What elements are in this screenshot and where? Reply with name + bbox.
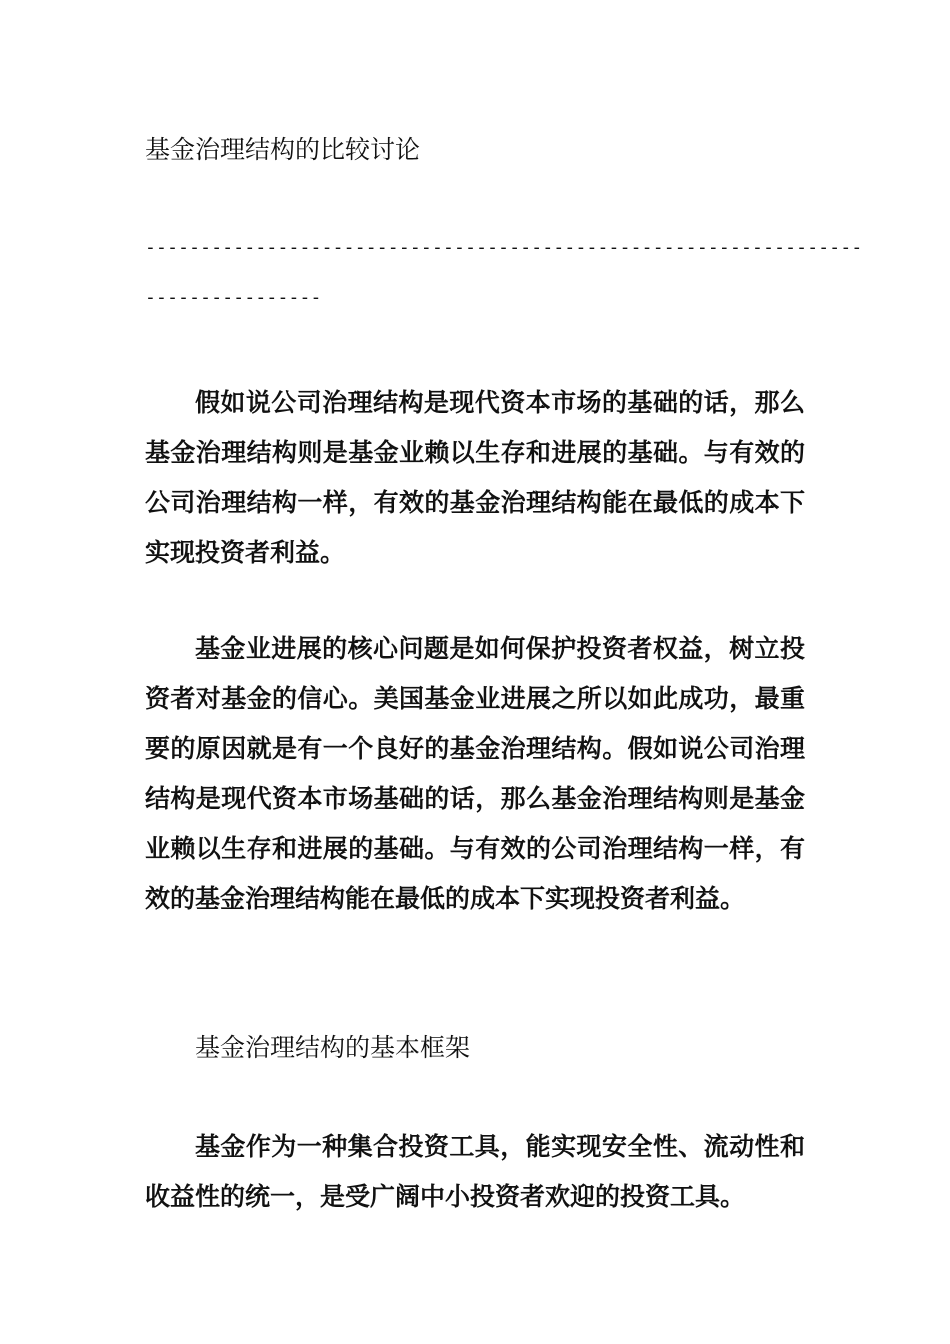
paragraph-section-body: 基金作为一种集合投资工具，能实现安全性、流动性和收益性的统一，是受广阔中小投资者欢迎的投资工具。 (145, 1132, 805, 1211)
document-title: 基金治理结构的比较讨论 (145, 135, 421, 164)
paragraph-core-issue: 基金业进展的核心问题是如何保护投资者权益，树立投资者对基金的信心。美国基金业进展之所以如此成功，最重要的原因就是有一个良好的基金治理结构。假如说公司治理结构是现代资本市场基础的话，那么基金治理结构则是基金业赖以生存和进展的基础。与有效的公司治理结构一样，有效的基金治理结构能在最低的成本下实现投资者利益。 (145, 634, 805, 913)
section-heading: 基金治理结构的基本框架 (195, 1033, 471, 1062)
dashed-separator-line-continued: ---------------- (145, 287, 322, 308)
dashed-separator-line: ----------------------------------------------------------------- (145, 237, 863, 258)
paragraph-intro: 假如说公司治理结构是现代资本市场的基础的话，那么基金治理结构则是基金业赖以生存和进展的基础。与有效的公司治理结构一样，有效的基金治理结构能在最低的成本下实现投资者利益。 (145, 388, 805, 567)
